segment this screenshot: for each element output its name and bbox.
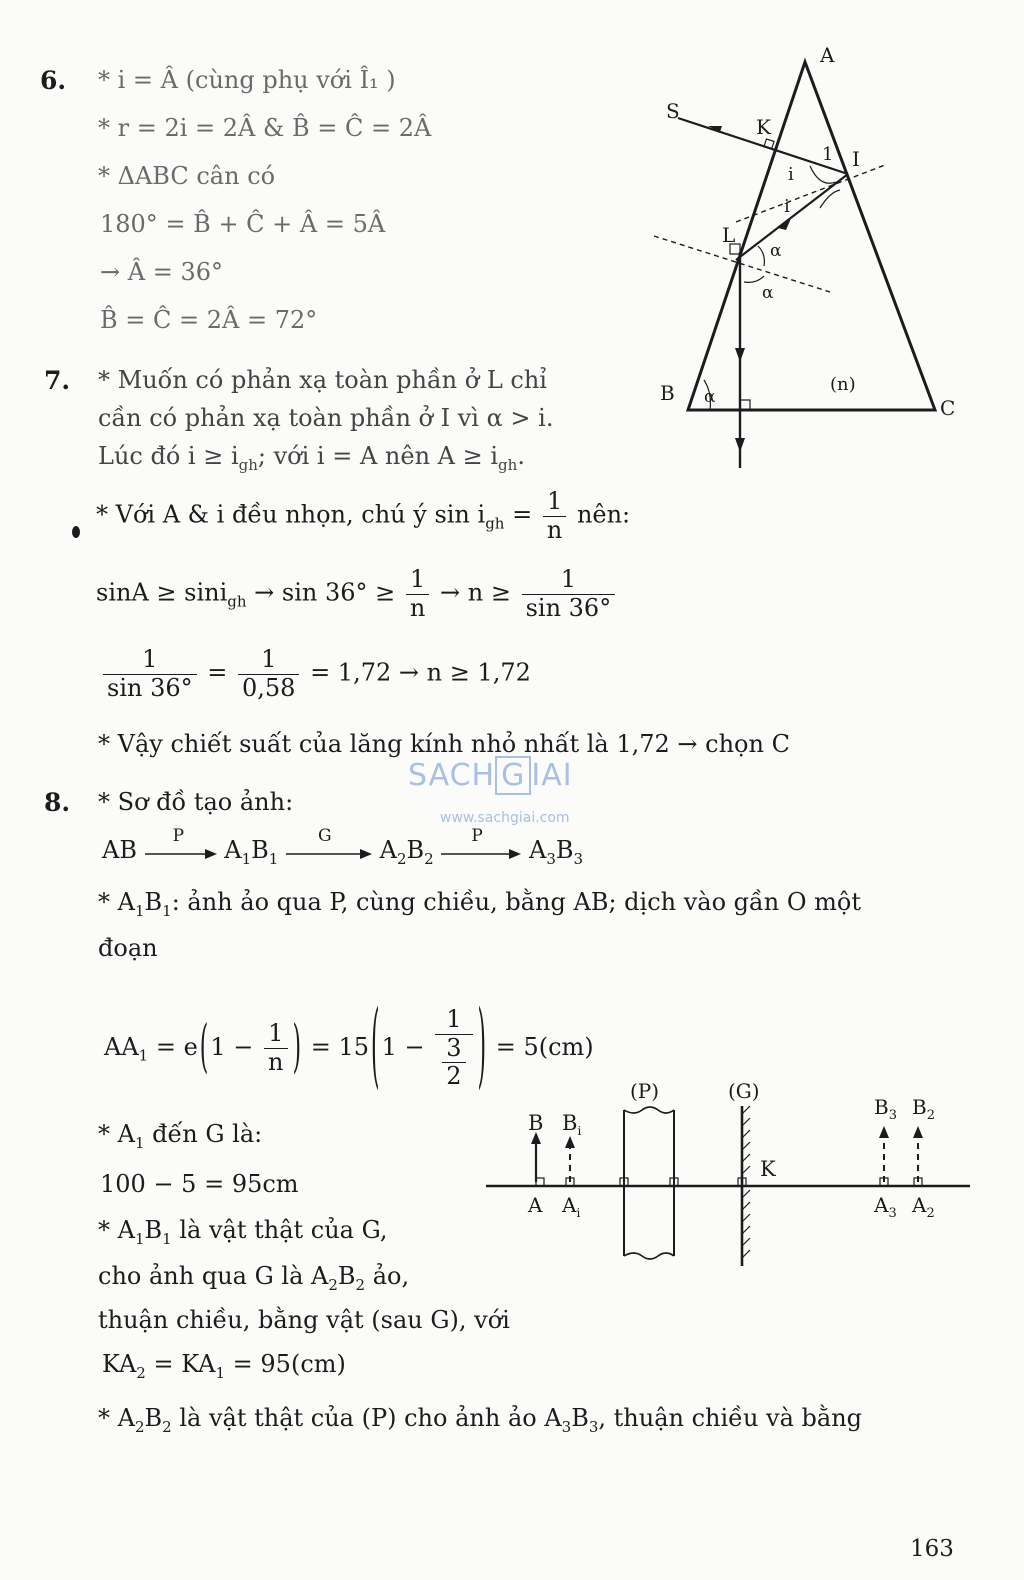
arc-a2 (744, 276, 764, 282)
label-Ai: $A_i$ (562, 1193, 581, 1220)
p8-line-4: đoạn (98, 934, 158, 962)
label-alpha3: α (704, 387, 716, 407)
normal-at-L (654, 236, 830, 292)
label-I: I (852, 147, 860, 171)
p6-line-5: → Â = 36° (100, 258, 223, 286)
label-A2: $A_2$ (912, 1193, 935, 1221)
watermark-url: www.sachgiai.com (440, 810, 570, 826)
label-one: 1 (822, 144, 834, 165)
label-n: (n) (830, 374, 856, 395)
p6-line-1: * i = Â (cùng phụ với Î₁ ) (98, 66, 396, 94)
p7-line-5: sinA ≥ sini$_{gh}$ → sin 36° ≥ $\frac{1}{n}$ → n ≥ $\frac{1}{\sin 36^\circ}$ (96, 566, 618, 622)
p8-line-6: * $A_1$ đến G là: (98, 1120, 263, 1152)
page-number: 163 (910, 1536, 954, 1562)
label-B: B (660, 381, 675, 405)
p8-line-9: cho ảnh qua G là $A_2B_2$ ảo, (98, 1262, 410, 1294)
plate-bottom (624, 1253, 674, 1259)
label-A: A (528, 1193, 543, 1217)
reflected-arrow (778, 216, 792, 230)
label-Bi: $B_i$ (562, 1111, 582, 1138)
emergent-arrow-2 (735, 438, 745, 452)
label-A: A (820, 43, 835, 67)
label-P: (P) (630, 1079, 660, 1103)
label-L: L (722, 223, 736, 247)
label-alpha2: α (762, 283, 774, 303)
p7-line-4: * Với A & i đều nhọn, chú ý $\sin i_{gh}$ = $\frac{1}{n}$ nên: (96, 487, 631, 544)
margin-dot (72, 526, 80, 538)
image-chain: AB P $A_1B_1$ G $A_2B_2$ P $A_3B_3$ (102, 825, 584, 868)
label-S: S (666, 99, 680, 123)
optical-bench-diagram (484, 1078, 974, 1268)
label-K: K (760, 1157, 776, 1181)
p6-line-6: B̂ = Ĉ = 2Â = 72° (100, 306, 318, 334)
watermark-brand: SACH G IAI (408, 758, 573, 793)
p7-line-1: * Muốn có phản xạ toàn phần ở L chỉ (98, 366, 547, 394)
emergent-arrow-1 (735, 348, 745, 362)
label-G: (G) (728, 1079, 760, 1103)
arc-a1 (758, 246, 764, 266)
p8-line-1: * Sơ đồ tạo ảnh: (98, 788, 294, 816)
p8-line-3: * $A_1B_1$: ảnh ảo qua P, cùng chiều, bằng AB; dịch vào gần O một (98, 888, 861, 920)
p8-line-7: 100 − 5 = 95cm (100, 1170, 299, 1198)
label-i1: i (788, 164, 794, 185)
problem-number-7: 7. (44, 366, 71, 395)
p8-line-8: * $A_1B_1$ là vật thật của G, (98, 1216, 388, 1248)
label-i2: i (784, 196, 790, 217)
plate-top (624, 1107, 674, 1113)
p7-line-2: cần có phản xạ toàn phần ở I vì α > i. (98, 404, 554, 432)
problem-number-8: 8. (44, 788, 71, 817)
p6-line-2: * r = 2i = 2Â & B̂ = Ĉ = 2Â (98, 114, 432, 142)
p8-line-12: * $A_2B_2$ là vật thật của (P) cho ảnh ảo $A_3B_3$, thuận chiều và bằng (98, 1404, 863, 1436)
p7-line-3: Lúc đó $i \ge i_{gh}$; với i = A nên $A \ge i_{gh}$. (98, 442, 525, 474)
p6-line-4: 180° = B̂ + Ĉ + Â = 5Â (100, 210, 386, 238)
problem-number-6: 6. (40, 66, 67, 95)
p8-line-10: thuận chiều, bằng vật (sau G), với (98, 1306, 510, 1334)
p7-line-6: $\frac{1}{\sin 36^\circ}$ = $\frac{1}{0,58}$ = 1,72 → n ≥ 1,72 (100, 646, 531, 702)
label-B: B (528, 1111, 544, 1135)
label-C: C (940, 396, 956, 420)
p7-line-7: * Vậy chiết suất của lăng kính nhỏ nhất là 1,72 → chọn C (98, 730, 790, 758)
prism-diagram (640, 40, 970, 470)
label-A3: $A_3$ (874, 1193, 897, 1221)
label-B3: $B_3$ (874, 1095, 897, 1123)
p8-line-11: $KA_2 = KA_1 = 95(cm)$ (102, 1350, 346, 1382)
label-alpha1: α (770, 241, 782, 261)
label-K: K (756, 115, 771, 139)
label-B2: $B_2$ (912, 1095, 935, 1123)
p6-line-3: * ΔABC cân có (98, 162, 276, 190)
p8-formula-AA1: $AA_1 = e(1$ − $\frac{1}{n}$ ) = 15(1 − $\frac{1}{\frac{3}{2}}$ ) = 5(cm) (104, 995, 594, 1101)
